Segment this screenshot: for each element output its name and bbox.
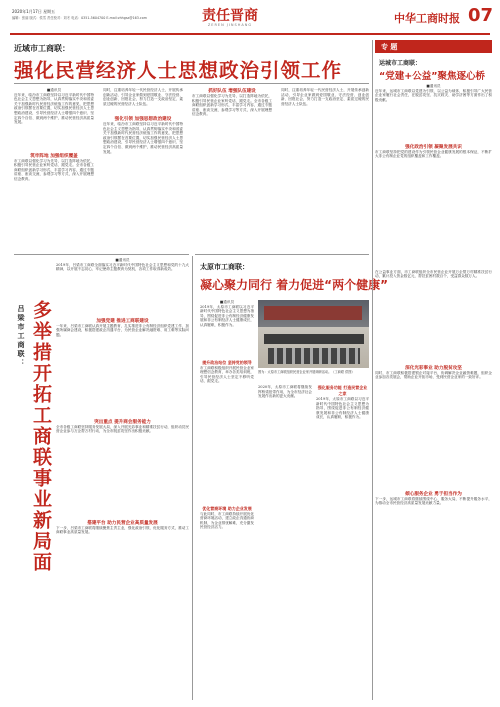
article1-para-1-cont: 近年来，临汾市工商联坚持以习近平新时代中国特色社会主义思想为指导，认真贯彻落实中央和省委关于加强新时代民营经济统战工作的意见，把思想政治引领摆在首要位置，切实加强民营经济人士思想政治建设，引导民营经济人士增强四个意识、坚定四个自信、做到两个维护，推动民营经济高质量发展。 xyxy=(103,122,183,154)
article1-para-3-cont: 同时，注重培养年轻一代民营经济人士，开展传承创新活动，引导企业家做到爱国敬业、守法经营、创业创新、回报社会，努力打造一支政治坚定、素质过硬的民营经济人士队伍。 xyxy=(281,88,369,106)
article3-subhead-2: 优化营商环境 助力企业发展 xyxy=(202,505,252,511)
sidebar-headline: “党建+公益”聚焦逐心桥 xyxy=(379,71,485,82)
article1-kicker: 近域市工商联： xyxy=(14,44,70,53)
article3-top-rule xyxy=(195,254,369,255)
masthead-rule xyxy=(10,33,490,35)
article2-byline: ■通讯员 xyxy=(115,258,130,262)
editor-line: 编辑：张丽 版式：侯雪 责任校对：刘冬 电话：0351-5604700 E-mail:zhhgsz@163.com xyxy=(12,16,147,20)
sidebar-subhead-1: 强化政治引领 凝聚发展共识 xyxy=(405,144,462,150)
article1-para-2-cont: 市工商联以强化学习为先导，以打造阵地为依托，积极引导民营企业家听党话、跟党走。全市各级工商联组织创新学习形式，丰富学习内容，通过专题讲座、座谈交流、参观学习等方式，深入开展理想信念教育。 xyxy=(192,94,272,117)
article2-para-1: 2019年，吕梁市工商联全面落实习近平新时代中国特色社会主义思想和党的十九大精神，以开展不忘初心、牢记使命主题教育为契机，各项工作取得新成效。 xyxy=(56,262,189,272)
sidebar-para-1: 近年来，运城市工商联以党建为引领，以公益为载体，积极引导广大民营企业家履行社会责任，在脱贫攻坚、抗灾救灾、助学济困等方面作出了积极贡献。 xyxy=(375,88,492,102)
article2-para-3: 全市各级工商联坚持服务发展大局，深入开展光彩事业和精准扶贫行动，组织动员民营企业参与万企帮万村行动，为全市脱贫攻坚作出积极贡献。 xyxy=(56,424,189,434)
masthead xyxy=(0,0,500,38)
article1-headline: 强化民营经济人士思想政治引领工作 xyxy=(14,59,343,82)
article1-para-1: 近年来，临汾市工商联坚持以习近平新时代中国特色社会主义思想为指导，认真贯彻落实中央和省委关于加强新时代民营经济统战工作的意见，把思想政治引领摆在首要位置，切实加强民营经济人士思想政治建设，引导民营经济人士增强四个意识、坚定四个自信、做到两个维护，推动民营经济高质量发展。 xyxy=(14,92,94,125)
section-pinyin: ZEREN JINSHANG xyxy=(207,23,253,27)
article3-para-1-cont: 2019年，太原市工商联以习近平新时代中国特色社会主义思想为指导，围绕促进非公有制经济健康发展和非公有制经济人士健康成长，认真履职，积极作为。 xyxy=(316,397,369,420)
article2-para-2: 一年来，吕梁市工商联认真开展主题教育，扎实推进非公有制经济组织党建工作，加强所属商会建设，积极搭建政企沟通平台，为民营企业解决融资难、用工难等实际问题。 xyxy=(56,323,189,337)
article1-para-2: 市工商联以强化学习为先导，以打造阵地为依托，积极引导民营企业家听党话、跟党走。全市各级工商联组织创新学习形式，丰富学习内容，通过专题讲座、座谈交流、参观学习等方式，深入开展理想信念教育。 xyxy=(14,158,94,181)
sidebar-para-5: 下一步，运城市工商联将继续围绕中心、服务大局，不断提升服务水平，为推动全市民营经济高质量发展贡献力量。 xyxy=(375,496,492,506)
article3-kicker: 太原市工商联： xyxy=(200,263,249,271)
article1-para-3: 同时，注重培养年轻一代民营经济人士，开展传承创新活动，引导企业家做到爱国敬业、守法经营、创业创新、回报社会，努力打造一支政治坚定、素质过硬的民营经济人士队伍。 xyxy=(103,88,183,106)
sidebar-para-4: 同时，市工商联积极搭建银企对接平台，协调解决企业融资难题，组织企业参加各类展会，帮助企业开拓市场，受到民营企业家的一致好评。 xyxy=(375,370,492,380)
column-rule-sidebar xyxy=(372,40,373,700)
article3-byline: ■通讯员 xyxy=(219,300,235,304)
article3-subhead-3: 强化服务功能 打造民营企业之家 xyxy=(317,385,368,396)
article2-subhead-1: 加强党建 推进工商联建设 xyxy=(96,318,149,324)
sidebar xyxy=(375,40,492,702)
sidebar-kicker: 运城市工商联： xyxy=(379,60,422,67)
article2-vertical-kicker: 吕梁市工商联： xyxy=(17,305,26,368)
section-title: 责任晋商 xyxy=(202,8,258,24)
sidebar-label: 专 题 xyxy=(381,43,398,51)
article2-para-4: 下一步，吕梁市工商联将继续聚焦主责主业，强化政治引领，优化服务方式，推动工商联事业高质量发展。 xyxy=(56,525,189,535)
article1-body xyxy=(14,88,369,250)
sidebar-para-3: 在公益事业方面，市工商联组织全市民营企业开展万企帮万村精准扶贫行动，累计投入资金数亿元，帮扶贫困村数百个，受益群众数万人。 xyxy=(375,269,492,279)
article2-top-rule xyxy=(14,254,189,255)
article3-para-4: 2020年，太原市工商联将继续发挥桥梁纽带作用，为全市经济社会发展作出新的更大贡献。 xyxy=(258,385,312,399)
column-rule-middle xyxy=(192,256,193,700)
sidebar-subhead-2: 深化光彩事业 助力脱贫攻坚 xyxy=(405,365,462,371)
article3-subhead-1: 提升政治站位 坚持党的领导 xyxy=(202,359,252,365)
article3-para-1: 2019年，太原市工商联以习近平新时代中国特色社会主义思想为指导，围绕促进非公有制经济健康发展和非公有制经济人士健康成长，认真履职，积极作为。 xyxy=(200,304,254,327)
article3-photo-caption: 图为：太原市工商联组织民营企业家开展调研活动。（工商联 供图） xyxy=(258,370,355,374)
sidebar-label-bar xyxy=(375,40,492,53)
article2-subhead-2: 突出重点 提升商会服务能力 xyxy=(94,419,151,425)
article3-para-3: 与此同时，市工商联持续开展优化营商环境活动，建立政企沟通协商机制，为企业排忧解难，充分激发民营经济活力。 xyxy=(200,511,254,530)
article1-rule xyxy=(14,83,369,84)
article1-subhead-3: 抓好队伍 增强队伍建设 xyxy=(208,89,256,94)
paper-name: 中华工商时报 xyxy=(394,12,460,25)
sidebar-para-2: 市工商联坚持把党的建设作为引领民营企业健康发展的根本保证，不断扩大非公有制企业党的组织覆盖和工作覆盖。 xyxy=(375,149,492,159)
article2-subhead-3: 搭建平台 助力民营企业高质量发展 xyxy=(87,520,158,526)
page-number: 07 xyxy=(468,5,494,26)
article3-headline: 凝心聚力同行 着力促进“两个健康” xyxy=(200,278,388,292)
article3-body xyxy=(200,300,369,698)
article1-byline: ■通讯员 xyxy=(46,88,62,92)
article1-subhead-1: 筑牢阵地 加强组织覆盖 xyxy=(30,153,78,159)
date-line: 2020年1月17日 星期五 xyxy=(12,9,56,14)
sidebar-byline: ■通讯员 xyxy=(426,84,441,88)
article2-body xyxy=(56,258,189,698)
article1-subhead-2: 强化引领 加强思想政治建设 xyxy=(114,117,172,122)
sidebar-subhead-3: 倾心服务企业 勇于担当作为 xyxy=(405,491,462,497)
article3-para-2: 市工商联积极组织开展民营企业家理想信念教育，举办各类培训班，引导民营经济人士坚定不移听党话、跟党走。 xyxy=(200,365,254,384)
article2-vertical-headline: 多举措开拓工商联事业新局面 xyxy=(30,300,52,573)
